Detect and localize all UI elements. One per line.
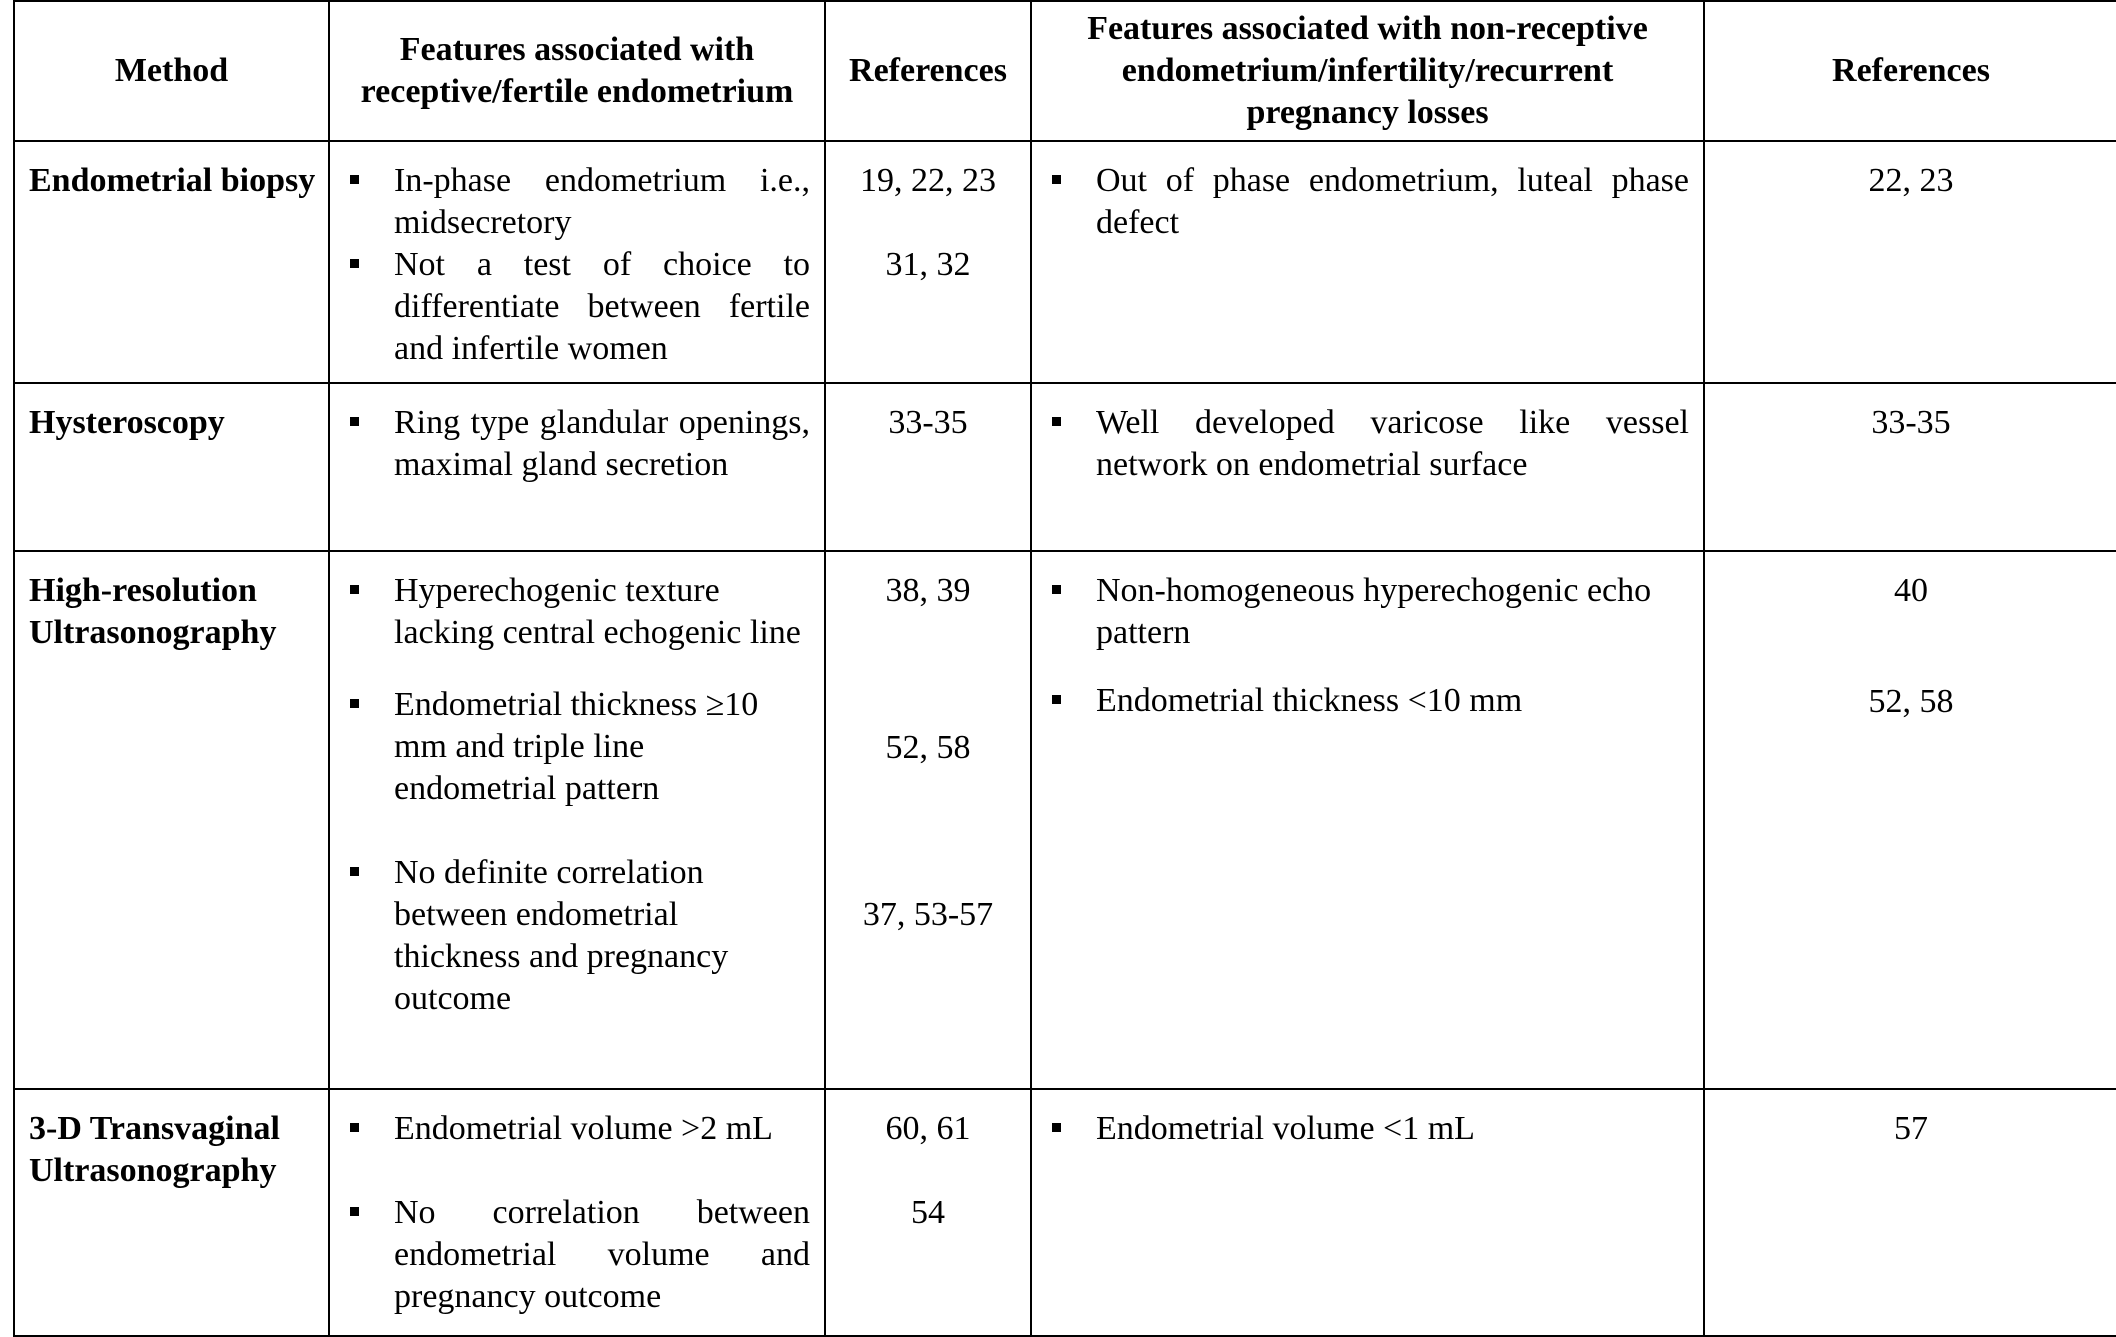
refs-cell	[1704, 383, 2116, 551]
list-item: Non-homogeneous hyperechogenic echo pattern	[1046, 570, 1689, 654]
fertile-features-cell	[329, 551, 825, 1089]
reference: 37, 53-57	[862, 896, 994, 933]
reference: 52, 58	[885, 729, 971, 766]
bullet-icon	[350, 1207, 359, 1216]
refs-cell	[825, 141, 1031, 383]
list-item: Endometrial thickness ≥10 mm and triple line endometrial pattern	[344, 684, 810, 810]
fertile-features-cell	[329, 383, 825, 551]
bullet-icon	[1052, 175, 1061, 184]
table-row	[14, 141, 2116, 383]
refs-cell	[825, 1089, 1031, 1336]
bullet-icon	[350, 1123, 359, 1132]
reference: 33-35	[1871, 404, 1951, 441]
list-item: Hyperechogenic texture lacking central echogenic line	[344, 570, 810, 654]
refs-cell	[825, 551, 1031, 1089]
reference: 52, 58	[1868, 683, 1954, 720]
header-method: Method	[14, 1, 329, 141]
bullet-icon	[350, 175, 359, 184]
list-item: Out of phase endometrium, luteal phase defect	[1046, 160, 1689, 244]
bullet-icon	[350, 867, 359, 876]
list-item: Endometrial thickness <10 mm	[1046, 680, 1689, 722]
reference: 38, 39	[885, 572, 971, 609]
list-item: Ring type glandular openings, maximal gland secretion	[344, 402, 810, 486]
refs-cell	[825, 383, 1031, 551]
reference: 31, 32	[885, 246, 971, 283]
table-row	[14, 1089, 2116, 1336]
refs-cell	[1704, 1089, 2116, 1336]
reference: 57	[1894, 1110, 1928, 1147]
list-item: Well developed varicose like vessel network on endometrial surface	[1046, 402, 1689, 486]
fertile-features-cell	[329, 141, 825, 383]
method-cell: Endometrial biopsy	[14, 141, 329, 383]
method-cell: Hysteroscopy	[14, 383, 329, 551]
nonreceptive-features-cell	[1031, 551, 1704, 1089]
nonreceptive-features-cell	[1031, 141, 1704, 383]
header-fertile: Features associated with receptive/fertile endometrium	[329, 1, 825, 141]
reference: 40	[1894, 572, 1928, 609]
refs-cell	[1704, 551, 2116, 1089]
list-item: No definite correlation between endometrial thickness and pregnancy outcome	[344, 852, 810, 1020]
bullet-icon	[350, 699, 359, 708]
comparison-table	[13, 0, 2116, 1337]
bullet-icon	[1052, 1123, 1061, 1132]
table-row	[14, 383, 2116, 551]
nonreceptive-features-cell	[1031, 383, 1704, 551]
header-row	[14, 1, 2116, 141]
reference: 54	[911, 1194, 945, 1231]
bullet-icon	[1052, 417, 1061, 426]
table-row	[14, 551, 2116, 1089]
bullet-icon	[350, 585, 359, 594]
method-cell: 3-D Transvaginal Ultrasonography	[14, 1089, 329, 1336]
nonreceptive-features-cell	[1031, 1089, 1704, 1336]
list-item: Not a test of choice to differentiate between fertile and infertile women	[344, 244, 810, 370]
method-cell: High-resolution Ultrasonography	[14, 551, 329, 1089]
bullet-icon	[1052, 585, 1061, 594]
header-refs-2: References	[1704, 1, 2116, 141]
list-item: In-phase endometrium i.e., midsecretory	[344, 160, 810, 244]
header-refs-1: References	[825, 1, 1031, 141]
header-nonreceptive: Features associated with non-receptive endometrium/infertility/recurrent pregnancy losses	[1031, 1, 1704, 141]
bullet-icon	[1052, 695, 1061, 704]
reference: 22, 23	[1868, 162, 1954, 199]
list-item: No correlation between endometrial volume and pregnancy outcome	[344, 1192, 810, 1318]
fertile-features-cell	[329, 1089, 825, 1336]
bullet-icon	[350, 417, 359, 426]
reference: 60, 61	[885, 1110, 971, 1147]
reference: 19, 22, 23	[860, 162, 996, 199]
reference: 33-35	[888, 404, 968, 441]
bullet-icon	[350, 259, 359, 268]
list-item: Endometrial volume >2 mL	[344, 1108, 810, 1150]
list-item: Endometrial volume <1 mL	[1046, 1108, 1689, 1150]
refs-cell	[1704, 141, 2116, 383]
